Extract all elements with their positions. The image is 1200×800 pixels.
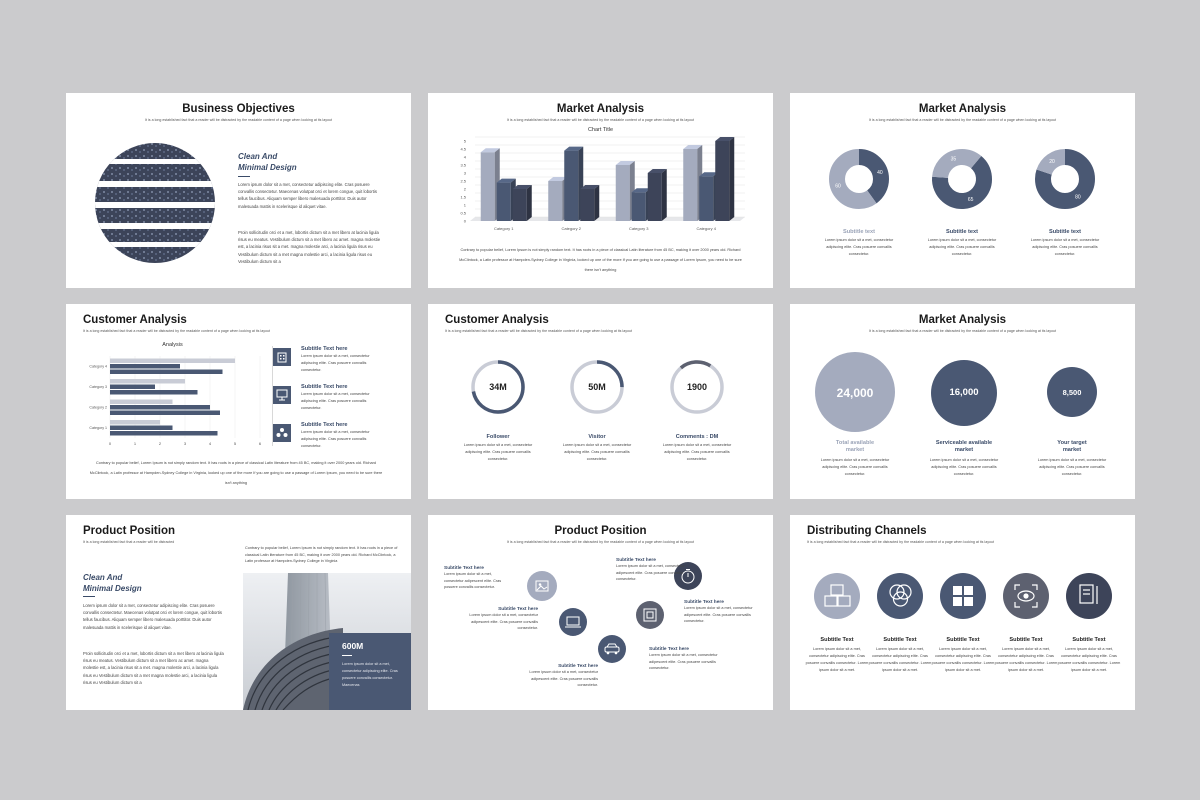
x-tick-label: 6	[258, 441, 262, 446]
slide-title: Product Position	[83, 525, 175, 537]
slide-subtitle: It is a long established fact that a reader will be distracted by the readable content of a page when looking at its layout	[145, 118, 332, 122]
cycle-item-5-text: Lorem ipsum dolor sit a met, consectetur adipescent elite. Cras posuere convallis consectetur.	[684, 606, 753, 623]
item-text-2: Lorem ipsum dolor sit a met, consectetur adipiscing elite. Cras posuere convallis consectetur.	[301, 392, 370, 411]
x-tick-label: Category 2	[561, 226, 582, 231]
list-item-icon-2	[273, 386, 291, 404]
cycle-item-6	[616, 558, 696, 583]
bar-side	[729, 137, 734, 221]
slide-title: Business Objectives	[182, 103, 295, 115]
bar	[513, 189, 527, 221]
slide-customer-analysis-hbar[interactable]	[66, 304, 411, 499]
channel-label-2: Subtitle Text	[883, 637, 917, 643]
y-tick-label: Category 2	[89, 405, 107, 410]
bubble-text-1: Lorem ipsum dolor sit a met, consectetur adipiscing elite. Cras posuere convallis consectetur.	[820, 458, 890, 477]
slide-product-position-photo[interactable]	[66, 515, 411, 710]
y-tick-label: 0	[463, 218, 466, 224]
bar	[580, 189, 594, 221]
item-label-3: Subtitle Text here	[301, 422, 348, 428]
donut-text-2: Lorem ipsum dolor sit a met, consectetur adipiscing elite. Cras posuere convallis consectetur.	[927, 238, 997, 257]
cycle-item-1-label: Subtitle Text here	[444, 566, 484, 571]
y-tick-label: 0.5	[460, 210, 466, 216]
x-tick-label: Category 4	[696, 226, 717, 231]
slide-subtitle: It is a long established fact that a reader will be distracted by the readable content of a page when looking at its layout	[507, 118, 694, 122]
chart-title: Analysis	[162, 342, 183, 348]
cycle-item-1	[444, 566, 524, 591]
document-pen-icon	[1066, 573, 1112, 619]
channel-icon-4	[1003, 573, 1049, 619]
bar	[110, 420, 160, 425]
paragraph-2: Proin sollicitudin orci et a met, lobortis dictum sit a met libero at lacinia ligula risus eu meatus. Vestibulum dictum sit a met libero ac amet. magna molestie est, a lacinia risus sit a met. magna molestie arci, a lacinia ligula risus eu Vestibulum dictum sit a met magna molestie arci, a lacinia ligula risus eu Vestibulum dictum sit a	[238, 230, 381, 264]
stat-text: Lorem ipsum dolor sit a met, consectetur adipiscing elite. Cras posuere convallis consectetur. Maecenas	[342, 662, 398, 687]
x-tick-label: 4	[208, 441, 212, 446]
donut-value-label: 20	[1049, 159, 1055, 166]
paragraph-1: Lorem ipsum dolor sit a met, consectetur adipiscing elite. Cras posuere convallis consectetur. Maecenas volutpat orci et lorem congue, quit lobortis tellus faucibus. Aliquam semper libero malesuada porttitor. Duis autor malesuada mattis in scelerisque id aliquet vitae.	[238, 182, 377, 209]
channel-text-4: Lorem ipsum dolor sit a met, consectetur adipiscing elite. Cras posuere convallis consectetur. Lorem ipsum dolor sit a met.	[994, 647, 1058, 672]
slide-title: Customer Analysis	[83, 314, 187, 326]
team-icon	[273, 424, 291, 442]
bar	[632, 192, 646, 221]
x-tick-label: 3	[183, 441, 187, 446]
heading-clean: Clean And	[83, 573, 123, 582]
image-icon	[527, 571, 557, 601]
cycle-node-2	[559, 608, 587, 636]
cycle-item-3	[518, 664, 598, 689]
bar	[110, 431, 218, 436]
venn-icon	[877, 573, 923, 619]
cycle-item-5	[684, 600, 764, 625]
cycle-item-2-text: Lorem ipsum dolor sit a met, consectetur adipescent elite. Cras posuere convallis consectetur.	[469, 613, 538, 630]
slide-subtitle: It is a long established fact that a reader will be distracted by the readable content of a page when looking at its layout	[869, 118, 1056, 122]
bar	[110, 390, 198, 395]
horizontal-bar-chart	[80, 352, 265, 450]
y-tick-label: 2.5	[460, 178, 466, 184]
city-photo-circle	[94, 142, 216, 264]
bar-side	[662, 169, 667, 221]
heading-minimal: Minimal Design	[83, 584, 142, 593]
y-tick-label: 1.5	[460, 194, 466, 200]
donut-value-label: 60	[835, 183, 841, 190]
bar	[699, 176, 713, 221]
slide-market-analysis-bar[interactable]	[428, 93, 773, 288]
cycle-node-1	[527, 571, 557, 601]
cycle-item-6-label: Subtitle Text here	[616, 558, 656, 563]
list-item-icon-3	[273, 424, 291, 442]
x-tick-label: Category 3	[628, 226, 649, 231]
channel-icon-3	[940, 573, 986, 619]
y-tick-label: Category 3	[89, 384, 107, 389]
slide-distributing-channels[interactable]	[790, 515, 1135, 710]
bubble-value-1: 24,000	[836, 386, 874, 400]
cycle-node-3	[598, 635, 626, 663]
donut-label-2: Subtitle text	[945, 229, 978, 235]
bubble-value-2: 16,000	[949, 387, 979, 398]
y-tick-label: Category 4	[89, 364, 107, 369]
slide-title: Market Analysis	[918, 314, 1007, 326]
bar-chart	[450, 135, 750, 240]
donut-text-1: Lorem ipsum dolor sit a met, consectetur adipiscing elite. Cras posuere convallis consectetur.	[824, 238, 894, 257]
y-tick-label: 3	[463, 170, 466, 176]
bar	[110, 405, 210, 410]
chart-caption: Contrary to popular belief, Lorem Ipsum is not simply random text. It has roots in a piece of classical Latin literature from 45 BC, making it over 2000 years old. Richard McClintock, a Latin professor at Hampden-Sydney College in Virginia, looked up one of the more If you are going to use a passage of Lorem Ipsum, you need to be sure there isn't anything	[459, 248, 742, 272]
ring-label-1: Follower	[486, 434, 510, 440]
x-tick-label: 1	[133, 441, 137, 446]
y-tick-label: 4	[463, 154, 466, 160]
bar	[110, 359, 235, 364]
x-tick-label: 5	[233, 441, 237, 446]
ring-label-3: Comments : DM	[675, 434, 719, 440]
donut-value-label: 65	[967, 197, 974, 204]
channel-text-5: Lorem ipsum dolor sit a met, consectetur adipiscing elite. Cras posuere convallis consectetur. Lorem ipsum dolor sit a met.	[1057, 647, 1121, 672]
bubble-label-3	[1022, 440, 1122, 454]
slide-title: Market Analysis	[556, 103, 645, 115]
divider	[238, 176, 250, 177]
donut-label-3: Subtitle text	[1048, 229, 1081, 235]
ring-value-2: 50M	[588, 382, 606, 392]
bar	[616, 165, 630, 221]
y-tick-label: 4.5	[460, 146, 466, 152]
heading-minimal: Minimal Design	[238, 163, 297, 172]
puzzle-icon	[940, 573, 986, 619]
cycle-item-5-label: Subtitle Text here	[684, 600, 724, 605]
donut-text-3: Lorem ipsum dolor sit a met, consectetur adipiscing elite. Cras posuere convallis consectetur.	[1030, 238, 1100, 257]
bubble-label-2-line-1: Serviceable available	[935, 440, 993, 446]
car-icon	[598, 635, 626, 663]
channel-text-1: Lorem ipsum dolor sit a met, consectetur adipiscing elite. Cras posuere convallis consectetur. Lorem ipsum dolor sit a met.	[805, 647, 869, 672]
y-tick-label: Category 1	[89, 425, 107, 430]
item-label-1: Subtitle Text here	[301, 346, 348, 352]
bar-side	[594, 185, 599, 221]
cycle-item-4-text: Lorem ipsum dolor sit a met, consectetur adipescent elite. Cras posuere convallis consectetur.	[649, 653, 718, 670]
donut-value-label: 80	[1075, 194, 1081, 201]
slide-product-position-cycle[interactable]	[428, 515, 773, 710]
bubble-label-1	[805, 440, 905, 454]
bar	[110, 400, 173, 405]
slide-title: Customer Analysis	[445, 314, 549, 326]
bar	[481, 152, 495, 221]
bubble-text-3: Lorem ipsum dolor sit a met, consectetur adipiscing elite. Cras posuere convallis consectetur.	[1037, 458, 1107, 477]
ring-value-3: 1900	[686, 382, 708, 392]
cycle-item-1-text: Lorem ipsum dolor sit a met, consectetur adipescent elite. Cras posuere convallis consectetur.	[444, 572, 502, 589]
bar	[564, 151, 578, 221]
gallery-icon	[636, 601, 664, 629]
channel-icon-5	[1066, 573, 1112, 619]
bubble-label-2	[914, 440, 1014, 454]
ring-text-2: Lorem ipsum dolor sit a met, consectetur adipiscing elite. Cras posuere convallis consectetur.	[562, 443, 632, 462]
bar	[683, 149, 697, 221]
donut-value-label: 40	[877, 170, 883, 177]
item-label-2: Subtitle Text here	[301, 384, 348, 390]
item-text-3: Lorem ipsum dolor sit a met, consectetur adipiscing elite. Cras posuere convallis consectetur.	[301, 430, 370, 449]
bar	[548, 181, 562, 221]
bar	[648, 173, 662, 221]
slide-title: Distributing Channels	[807, 525, 927, 537]
y-tick-label: 3.5	[460, 162, 466, 168]
ring-label-2: Visitor	[588, 434, 606, 440]
bar	[497, 183, 511, 221]
donut-label-1: Subtitle text	[842, 229, 875, 235]
paragraph-2: Proin sollicitudin orci et a met, lobortis dictum sit a met libero at lacinia ligula risus eu meatus. Vestibulum dictum sit a met libero ac amet. magna molestie est, a lacinia risus sit a met. magna molestie arci, a lacinia ligula risus eu Vestibulum dictum sit a met magna molestie arci, a lacinia ligula risus eu Vestibulum dictum sit a	[83, 651, 224, 685]
chart-title: Chart Title	[587, 127, 614, 133]
channel-icon-2	[877, 573, 923, 619]
slide-customer-analysis-rings[interactable]	[428, 304, 773, 499]
building-icon	[273, 348, 291, 366]
donut-chart-3	[1034, 148, 1096, 210]
channel-label-3: Subtitle Text	[946, 637, 980, 643]
list-item-icon-1	[273, 348, 291, 366]
bar	[110, 364, 180, 369]
bar	[110, 385, 155, 390]
paragraph-1: Lorem ipsum dolor sit a met, consectetur adipiscing elite. Cras posuere convallis consectetur. Maecenas volutpat orci et lorem congue, quit lobortis tellus faucibus. Aliquam semper libero malesuada porttitor. Duis autor malesuada mattis in scelerisque id aliquet vitae.	[83, 603, 222, 630]
slide-subtitle: It is a long established fact that a reader will be distracted by the readable content of a page when looking at its layout	[445, 329, 632, 333]
cycle-item-3-text: Lorem ipsum dolor sit a met, consectetur adipescent elite. Cras posuere convallis consectetur.	[529, 670, 598, 687]
cycle-item-2	[458, 607, 538, 632]
bar	[715, 141, 729, 221]
donut-chart-1	[828, 148, 890, 210]
cycle-item-4-label: Subtitle Text here	[649, 647, 689, 652]
right-text: Contrary to popular belief, Lorem Ipsum is not simply random text. It has roots in a piece of classical Latin literature from 45 BC, making it over 2000 years old. Richard McClintock, a Latin professor at Hampden-Sydney College in Virginia	[245, 546, 398, 563]
x-tick-label: 0	[108, 441, 112, 446]
slide-subtitle: It is a long established fact that a reader will be distracted by the readable content of a page when looking at its layout	[807, 540, 994, 544]
slide-subtitle: It is a long established fact that a reader will be distracted by the readable content of a page when looking at its layout	[507, 540, 694, 544]
cycle-item-4	[649, 647, 729, 672]
bubble-value-3: 8,500	[1062, 388, 1082, 397]
presentation-icon	[273, 386, 291, 404]
channel-text-2: Lorem ipsum dolor sit a met, consectetur adipiscing elite. Cras posuere convallis consectetur. Lorem ipsum dolor sit a met.	[868, 647, 932, 672]
ring-text-3: Lorem ipsum dolor sit a met, consectetur adipiscing elite. Cras posuere convallis consectetur.	[662, 443, 732, 462]
x-tick-label: Category 1	[493, 226, 514, 231]
heading-clean: Clean And	[238, 152, 278, 161]
divider	[83, 596, 95, 597]
channel-label-1: Subtitle Text	[820, 637, 854, 643]
cycle-node-4	[636, 601, 664, 629]
ring-text-1: Lorem ipsum dolor sit a met, consectetur adipiscing elite. Cras posuere convallis consectetur.	[463, 443, 533, 462]
slide-subtitle: It is a long established fact that a reader will be distracted by the readable content of a page when looking at its layout	[869, 329, 1056, 333]
y-tick-label: 5	[463, 138, 466, 144]
bubble-label-3-line-1: Your target	[1057, 440, 1087, 446]
slide-title: Market Analysis	[918, 103, 1007, 115]
slide-market-analysis-donuts[interactable]	[790, 93, 1135, 288]
bar	[110, 370, 223, 375]
y-tick-label: 2	[463, 186, 466, 192]
bubble-text-2: Lorem ipsum dolor sit a met, consectetur adipiscing elite. Cras posuere convallis consectetur.	[929, 458, 999, 477]
bar	[110, 379, 185, 384]
x-tick-label: 2	[158, 441, 162, 446]
slide-business-objectives[interactable]	[66, 93, 411, 288]
chart-caption: Contrary to popular belief, Lorem Ipsum is not simply random text. It has roots in a piece of classical Latin literature from 45 BC, making it over 2000 years old. Richard McClintock, a Latin professor at Hampden-Sydney College in Virginia, looked up one of the more If you are going to use a passage of Lorem Ipsum, you need to be sure there isn't anything	[89, 461, 383, 485]
donut-value-label: 35	[950, 156, 957, 163]
channel-text-3: Lorem ipsum dolor sit a met, consectetur adipiscing elite. Cras posuere convallis consectetur. Lorem ipsum dolor sit a met.	[931, 647, 995, 672]
bar	[110, 411, 220, 416]
cycle-item-3-label: Subtitle Text here	[558, 664, 598, 669]
bubble-label-1-line-2: market	[845, 447, 865, 453]
bubble-label-3-line-2: market	[1062, 447, 1082, 453]
slide-subtitle: It is a long established fact that a reader will be distracted	[83, 540, 175, 544]
bubble-label-1-line-1: Total available	[835, 440, 875, 446]
eye-scan-icon	[1003, 573, 1049, 619]
stat-divider	[342, 655, 352, 656]
donut-chart-2	[931, 148, 993, 210]
bubble-label-2-line-2: market	[954, 447, 974, 453]
boxes-icon	[814, 573, 860, 619]
channel-label-5: Subtitle Text	[1072, 637, 1106, 643]
cycle-item-6-text: Lorem ipsum dolor sit a met, consectetur adipescent elite. Cras posuere convallis consectetur.	[616, 564, 685, 581]
cycle-item-2-label: Subtitle Text here	[498, 607, 538, 612]
y-tick-label: 1	[463, 202, 466, 208]
bar	[110, 426, 173, 431]
slide-title: Product Position	[554, 525, 647, 537]
laptop-icon	[559, 608, 587, 636]
slide-market-analysis-bubbles[interactable]	[790, 304, 1135, 499]
channel-label-4: Subtitle Text	[1009, 637, 1043, 643]
item-text-1: Lorem ipsum dolor sit a met, consectetur adipiscing elite. Cras posuere convallis consectetur.	[301, 354, 370, 373]
slide-subtitle: It is a long established fact that a reader will be distracted by the readable content of a page when looking at its layout	[83, 329, 270, 333]
stat-value: 600M	[342, 641, 364, 651]
bar-side	[527, 185, 532, 221]
channel-icon-1	[814, 573, 860, 619]
ring-value-1: 34M	[489, 382, 507, 392]
